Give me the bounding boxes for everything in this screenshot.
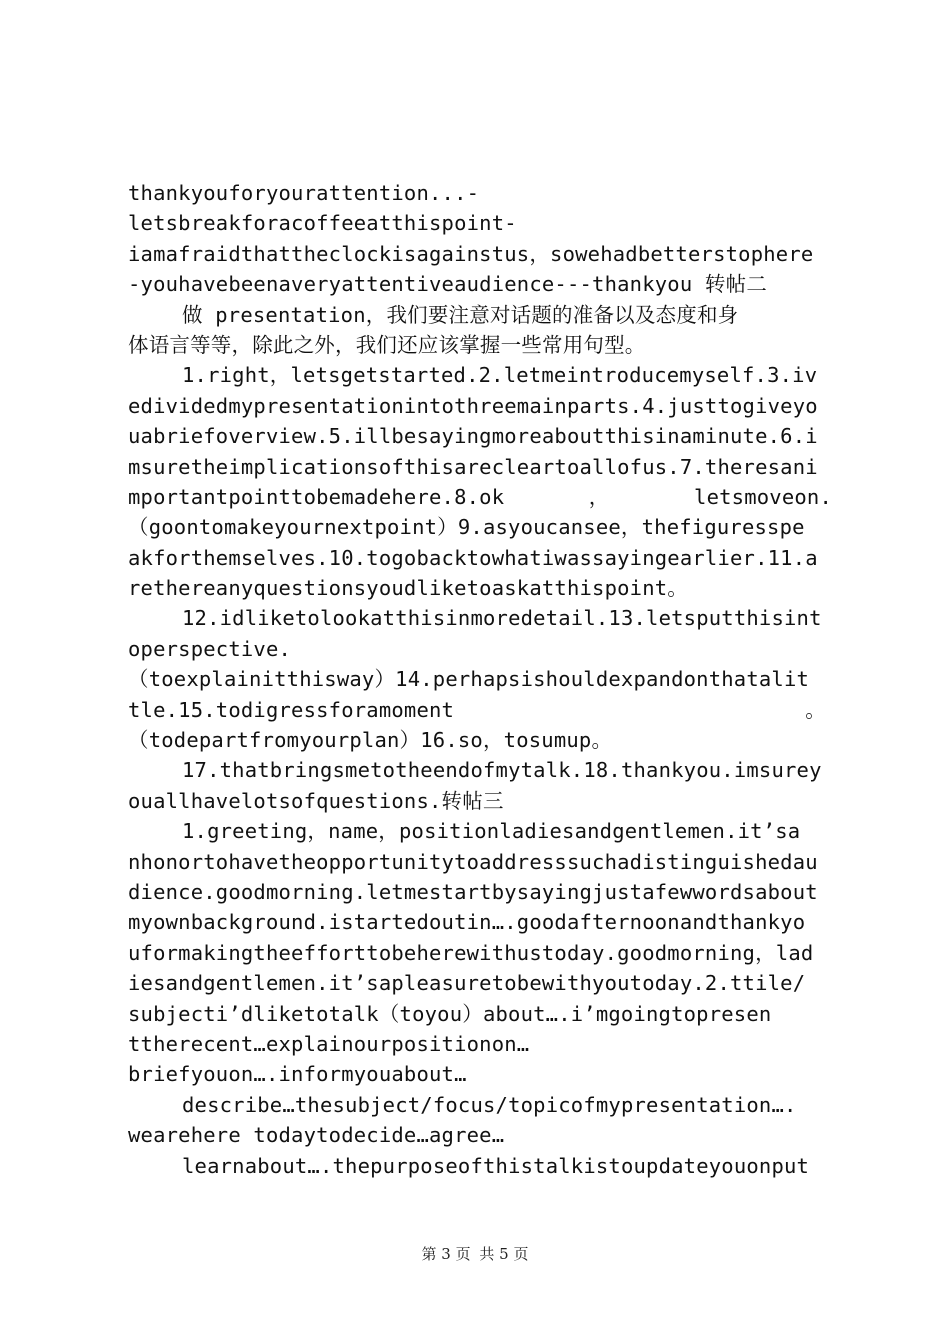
- text-line: 1.right，letsgetstarted.2.letmeintroducemyself.3.iv: [182, 363, 818, 388]
- text-line-justified: [128, 482, 832, 512]
- page-number: 第 3 页: [421, 1245, 471, 1263]
- text-line: 1.greeting，name，positionladiesandgentlemen.it’sa: [182, 819, 801, 844]
- text-line: subjecti’dliketotalk（toyou）about….i’mgoingtopresen: [128, 1001, 772, 1026]
- text-line-justified: [128, 695, 832, 725]
- page-total: 共 5 页: [479, 1245, 529, 1263]
- text-line: thankyouforyourattention...-: [128, 181, 480, 205]
- text-line: ouallhavelotsofquestions.转帖三: [128, 788, 504, 813]
- text-line: myownbackground.istartedoutin….goodafternoonandthankyo: [128, 910, 806, 935]
- text-line: iamafraidthattheclockisagainstus，sowehadbetterstophere: [128, 241, 814, 266]
- document-body: [128, 178, 832, 1181]
- text-line: wearehere todaytodecide…agree…: [128, 1123, 505, 1148]
- text-line: ttherecent…explainourpositionon…: [128, 1031, 530, 1056]
- text-line: edividedmypresentationintothreemainparts.4.justtogiveyo: [128, 393, 818, 418]
- text-segment: tle.15.todigressforamoment: [128, 697, 455, 722]
- text-line: briefyouon….informyouabout…: [128, 1062, 467, 1087]
- text-line: uformakingtheefforttobeherewithustoday.goodmorning，lad: [128, 940, 814, 965]
- text-line: iesandgentlemen.it’sapleasuretobewithyoutoday.2.ttile/: [128, 971, 806, 996]
- text-line: uabriefoverview.5.illbesayingmoreaboutthisinaminute.6.i: [128, 424, 818, 449]
- text-line: letsbreakforacoffeeatthispoint-: [128, 211, 517, 236]
- text-line: -youhavebeenaveryattentiveaudience---thankyou 转帖二: [128, 272, 768, 297]
- text-line: learnabout….thepurposeofthistalkistoupdateyouonput: [182, 1153, 810, 1178]
- text-line: dience.goodmorning.letmestartbysayingjustafewwordsabout: [128, 879, 818, 904]
- text-line: nhonortohavetheopportunitytoaddresssuchadistinguishedau: [128, 849, 818, 874]
- text-line: 体语言等等，除此之外，我们还应该掌握一些常用句型。: [128, 332, 646, 357]
- text-line: （todepartfromyourplan）16.so，tosumup。: [128, 728, 613, 753]
- text-line: （goontomakeyournextpoint）9.asyoucansee，thefiguresspe: [128, 515, 805, 540]
- text-line: msuretheimplicationsofthisarecleartoallofus.7.theresani: [128, 454, 818, 479]
- text-line: operspective.: [128, 636, 292, 661]
- text-line: rethereanyquestionsyoudliketoaskatthispoint。: [128, 576, 689, 601]
- text-segment: mportantpointtobemadehere.8.ok: [128, 484, 505, 509]
- text-line: akforthemselves.10.togobacktowhatiwassayingearlier.11.a: [128, 545, 818, 570]
- text-segment: ，: [588, 484, 610, 509]
- text-line: 做 presentation，我们要注意对话题的准备以及态度和身: [182, 302, 739, 327]
- text-segment: letsmoveon.: [694, 484, 832, 509]
- text-line: 12.idliketolookatthisinmoredetail.13.letsputthisint: [182, 606, 822, 631]
- page-footer: [0, 1243, 950, 1264]
- text-line: describe…thesubject/focus/topicofmypresentation….: [182, 1092, 797, 1117]
- text-line: （toexplainitthisway）14.perhapsishouldexpandonthatalit: [128, 667, 810, 692]
- text-line: 17.thatbringsmetotheendofmytalk.18.thankyou.imsurey: [182, 758, 822, 783]
- text-segment: 。: [805, 697, 826, 722]
